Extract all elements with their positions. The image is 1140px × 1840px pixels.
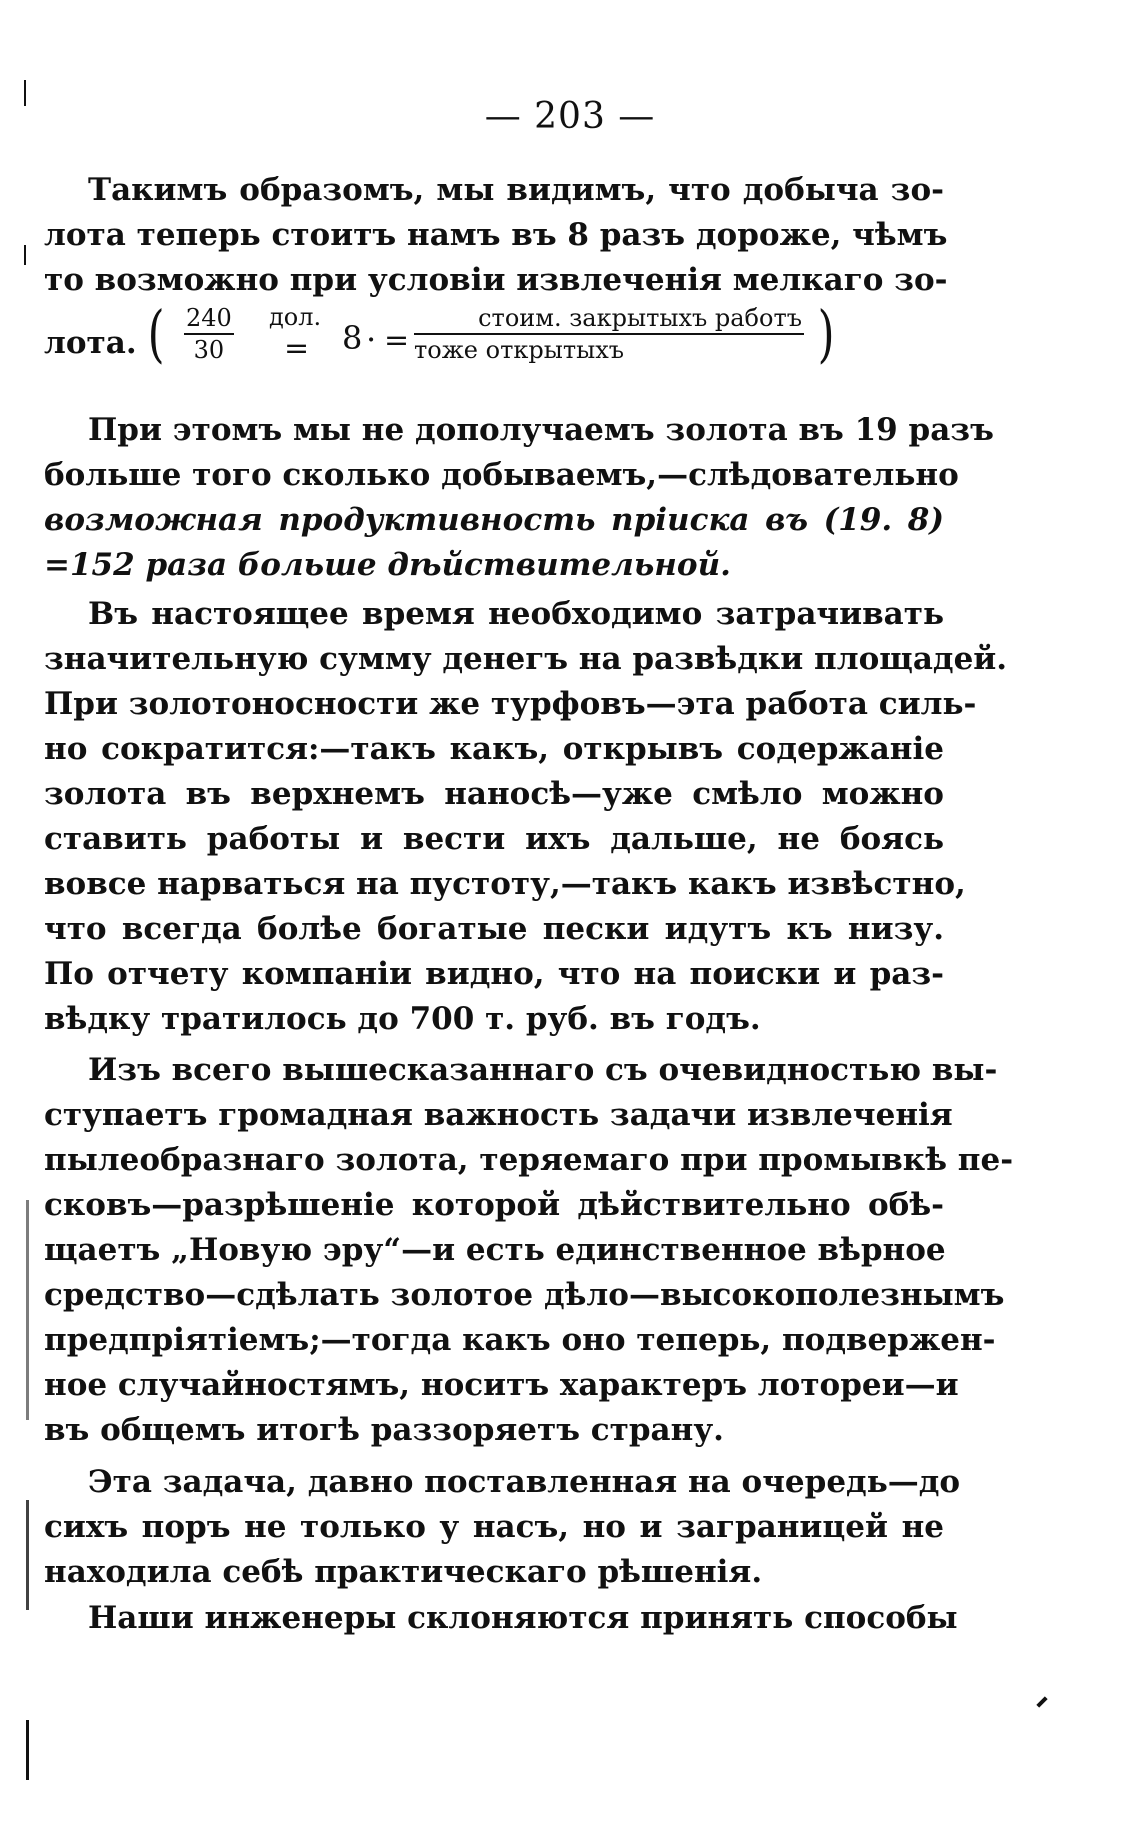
formula-unit: дол. (269, 303, 322, 331)
fraction-denominator: 30 (193, 336, 225, 364)
paragraph-1 (44, 168, 948, 373)
margin-mark (24, 245, 26, 265)
text-line: Такимъ образомъ, мы видимъ, что добыча зо- (88, 172, 944, 208)
text-line: ставить работы и вести ихъ дальше, не боясь (44, 821, 944, 857)
paragraph-3 (44, 592, 1008, 1042)
text-line: средство—сдѣлать золотое дѣло—высокополезнымъ (44, 1277, 1005, 1313)
text-line: Наши инженеры склоняются принять способы (88, 1600, 958, 1636)
margin-mark (26, 1200, 29, 1420)
margin-mark (26, 1500, 29, 1610)
text-line: въ общемъ итогѣ раззоряетъ страну. (44, 1412, 724, 1448)
text-line: вовсе нарваться на пустоту,—такъ какъ извѣстно, (44, 866, 966, 902)
fraction-cost-ratio (414, 303, 804, 365)
fraction-numerator: стоим. закрытыхъ работъ (414, 303, 804, 335)
fraction-numerator: 240 (184, 303, 234, 335)
text-line: возможная продуктивность пріиска въ (19. 8) (44, 502, 944, 538)
text-line: =152 раза больше дѣйствительной. (44, 547, 731, 583)
text-line: больше того сколько добываемъ,—слѣдовательно (44, 457, 959, 493)
formula-paren-left: ( (147, 297, 165, 370)
text-line: значительную сумму денегъ на развѣдки площадей. (44, 641, 1008, 677)
text-line: сихъ поръ не только у насъ, но и заграницей не (44, 1509, 944, 1545)
formula-dot: . (366, 311, 377, 349)
paragraph-2 (44, 408, 994, 588)
fraction-denominator: тоже открытыхъ (414, 336, 625, 364)
text-line: При золотоносности же турфовъ—эта работа силь- (44, 686, 977, 722)
formula-word: лота. (44, 325, 137, 361)
paragraph-4 (44, 1048, 1014, 1453)
text-line: лота теперь стоитъ намъ въ 8 разъ дороже, чѣмъ (44, 217, 948, 253)
text-line: Изъ всего вышесказаннаго съ очевидностью вы- (88, 1052, 998, 1088)
margin-mark (26, 1720, 29, 1780)
fraction-240-30 (184, 303, 234, 365)
text-line: При этомъ мы не дополучаемъ золота въ 19 разъ (88, 412, 994, 448)
paragraph-5 (44, 1460, 961, 1595)
paragraph-6 (44, 1596, 958, 1641)
margin-mark (1036, 1696, 1047, 1707)
text-line: что всегда болѣе богатые пески идутъ къ низу. (44, 911, 944, 947)
text-line: Въ настоящее время необходимо затрачивать (88, 596, 944, 632)
formula (44, 297, 944, 373)
margin-mark (24, 80, 26, 106)
text-line: щаетъ „Новую эру“—и есть единственное вѣрное (44, 1232, 946, 1268)
text-line: Эта задача, давно поставленная на очередь—до (88, 1464, 961, 1500)
text-line: предпріятіемъ;—тогда какъ оно теперь, подвержен- (44, 1322, 996, 1358)
text-line: сковъ—разрѣшеніе которой дѣйствительно обѣ- (44, 1187, 944, 1223)
text-line: ное случайностямъ, носитъ характеръ лотореи—и (44, 1367, 959, 1403)
formula-result: 8 (342, 319, 363, 357)
text-line: По отчету компаніи видно, что на поиски и раз- (44, 956, 944, 992)
text-line: то возможно при условіи извлеченія мелкаго зо- (44, 262, 948, 298)
text-line: но сократится:—такъ какъ, открывъ содержаніе (44, 731, 944, 767)
formula-equals: = (284, 331, 310, 366)
text-line: вѣдку тратилось до 700 т. руб. въ годъ. (44, 1001, 761, 1037)
formula-paren-right: ) (817, 297, 835, 370)
page-number: — 203 — (484, 96, 656, 137)
text-line: ступаетъ громадная важность задачи извлеченія (44, 1097, 953, 1133)
text-line: пылеобразнаго золота, теряемаго при промывкѣ пе- (44, 1142, 1014, 1178)
formula-equals-2: = (384, 323, 410, 358)
text-line: находила себѣ практическаго рѣшенія. (44, 1554, 763, 1590)
text-line: золота въ верхнемъ наносѣ—уже смѣло можно (44, 776, 944, 812)
